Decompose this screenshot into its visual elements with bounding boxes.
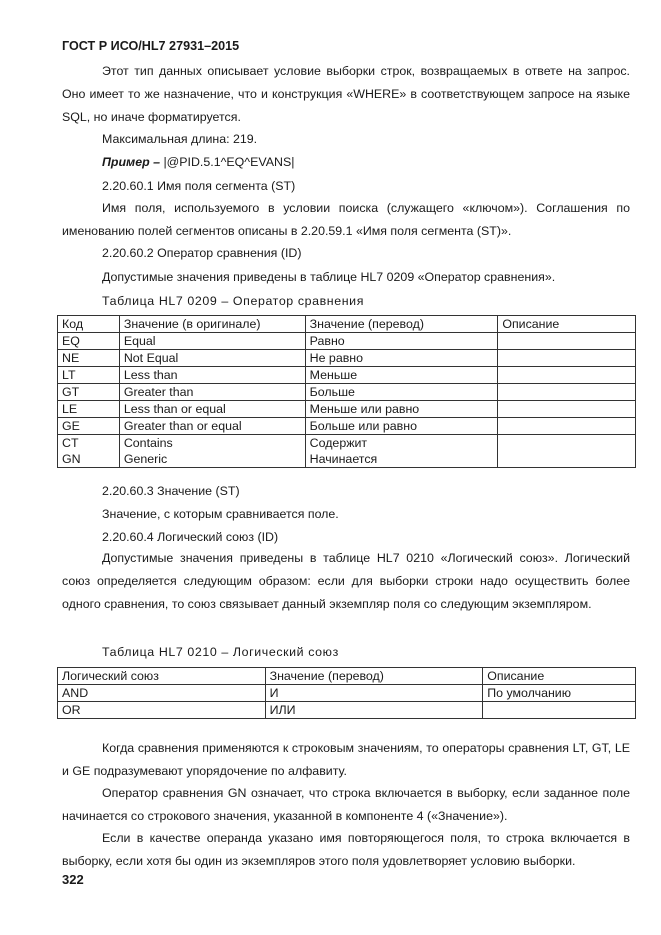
section-2-title: 2.20.60.2 Оператор сравнения (ID) — [102, 246, 302, 260]
section-4-title: 2.20.60.4 Логический союз (ID) — [102, 530, 279, 544]
table-cell: Generic — [119, 451, 305, 468]
table-row — [58, 350, 636, 367]
section-1-text: Имя поля, используемого в условии поиска (служащего «ключом»). Соглашения по именованию полей сегментов описаны в 2.20.59.1 «Имя поля сегмента (ST)». — [62, 201, 630, 239]
table-row — [58, 367, 636, 384]
intro-paragraph: Этот тип данных описывает условие выборки строк, возвращаемых в ответе на запрос. Оно имеет то же назначение, что и конструкция «WHERE» в соответствующем запросе на языке SQL, но иначе форматируется. — [62, 64, 630, 125]
max-length-text: Максимальная длина: 219. — [102, 132, 258, 146]
table-cell: OR — [58, 702, 266, 719]
table-header-row — [58, 668, 636, 685]
table-cell: CT — [58, 435, 120, 452]
final-paragraph-1: Когда сравнения применяются к строковым значениям, то операторы сравнения LT, GT, LE и GE подразумевают упорядочение по алфавиту. — [62, 741, 630, 779]
table-row — [58, 451, 636, 468]
table-cell: Равно — [305, 333, 498, 350]
table-cell — [483, 702, 636, 719]
table-cell — [498, 451, 636, 468]
comparison-operator-table — [57, 315, 636, 468]
logical-conjunction-table — [57, 667, 636, 719]
table-cell: Больше или равно — [305, 418, 498, 435]
final-paragraph-2: Оператор сравнения GN означает, что строка включается в выборку, если заданное поле начинается со строкового значения, указанной в компоненте 4 («Значение»). — [62, 786, 630, 824]
table-header-cell: Описание — [483, 668, 636, 685]
final-paragraph-3: Если в качестве операнда указано имя повторяющегося поля, то строка включается в выборку, если хотя бы один из экземпляров этого поля удовлетворяет условию выборки. — [62, 831, 630, 869]
section-3-title: 2.20.60.3 Значение (ST) — [102, 484, 240, 498]
table-cell: Меньше или равно — [305, 401, 498, 418]
table-cell: Equal — [119, 333, 305, 350]
table-2-caption: Таблица HL7 0210 – Логический союз — [102, 645, 339, 659]
table-cell: Less than or equal — [119, 401, 305, 418]
table-cell: Not Equal — [119, 350, 305, 367]
table-header-cell: Значение (в оригинале) — [119, 316, 305, 333]
table-cell: Меньше — [305, 367, 498, 384]
table-cell — [498, 367, 636, 384]
table-cell: LT — [58, 367, 120, 384]
table-cell: EQ — [58, 333, 120, 350]
table-cell — [498, 435, 636, 452]
example-value: |@PID.5.1^EQ^EVANS| — [163, 155, 295, 169]
table-cell: LE — [58, 401, 120, 418]
section-3-text: Значение, с которым сравнивается поле. — [102, 507, 339, 521]
table-row — [58, 333, 636, 350]
section-1-title: 2.20.60.1 Имя поля сегмента (ST) — [102, 179, 296, 193]
table-header-row — [58, 316, 636, 333]
table-cell: Less than — [119, 367, 305, 384]
table-header-cell: Значение (перевод) — [265, 668, 483, 685]
document-header: ГОСТ Р ИСО/HL7 27931–2015 — [62, 39, 240, 53]
example-label: Пример – — [102, 155, 161, 169]
table-cell: GT — [58, 384, 120, 401]
table-cell: Greater than or equal — [119, 418, 305, 435]
table-header-cell: Код — [58, 316, 120, 333]
table-row — [58, 685, 636, 702]
example-line — [102, 155, 294, 169]
table-cell: Начинается — [305, 451, 498, 468]
table-header-cell: Описание — [498, 316, 636, 333]
table-cell: Больше — [305, 384, 498, 401]
table-cell: Contains — [119, 435, 305, 452]
table-row — [58, 401, 636, 418]
table-cell — [498, 384, 636, 401]
section-2-text: Допустимые значения приведены в таблице HL7 0209 «Оператор сравнения». — [102, 270, 556, 284]
table-row — [58, 435, 636, 452]
table-header-cell: Значение (перевод) — [305, 316, 498, 333]
table-cell: ИЛИ — [265, 702, 483, 719]
table-row — [58, 418, 636, 435]
table-cell: NE — [58, 350, 120, 367]
table-cell: И — [265, 685, 483, 702]
table-cell: AND — [58, 685, 266, 702]
table-cell: Не равно — [305, 350, 498, 367]
table-cell — [498, 401, 636, 418]
table-row — [58, 384, 636, 401]
table-cell: GE — [58, 418, 120, 435]
table-cell: Greater than — [119, 384, 305, 401]
table-cell — [498, 418, 636, 435]
table-1-caption: Таблица HL7 0209 – Оператор сравнения — [102, 294, 365, 308]
table-row — [58, 702, 636, 719]
table-cell: Содержит — [305, 435, 498, 452]
page-number: 322 — [62, 872, 84, 887]
table-cell — [498, 333, 636, 350]
section-4-text: Допустимые значения приведены в таблице HL7 0210 «Логический союз». Логический союз определяется следующим образом: если для выборки строки надо осуществить более одного сравнения, то союз связывает данный экземпляр поля со следующим экземпляром. — [62, 551, 630, 612]
table-cell: По умолчанию — [483, 685, 636, 702]
table-header-cell: Логический союз — [58, 668, 266, 685]
table-cell: GN — [58, 451, 120, 468]
table-cell — [498, 350, 636, 367]
